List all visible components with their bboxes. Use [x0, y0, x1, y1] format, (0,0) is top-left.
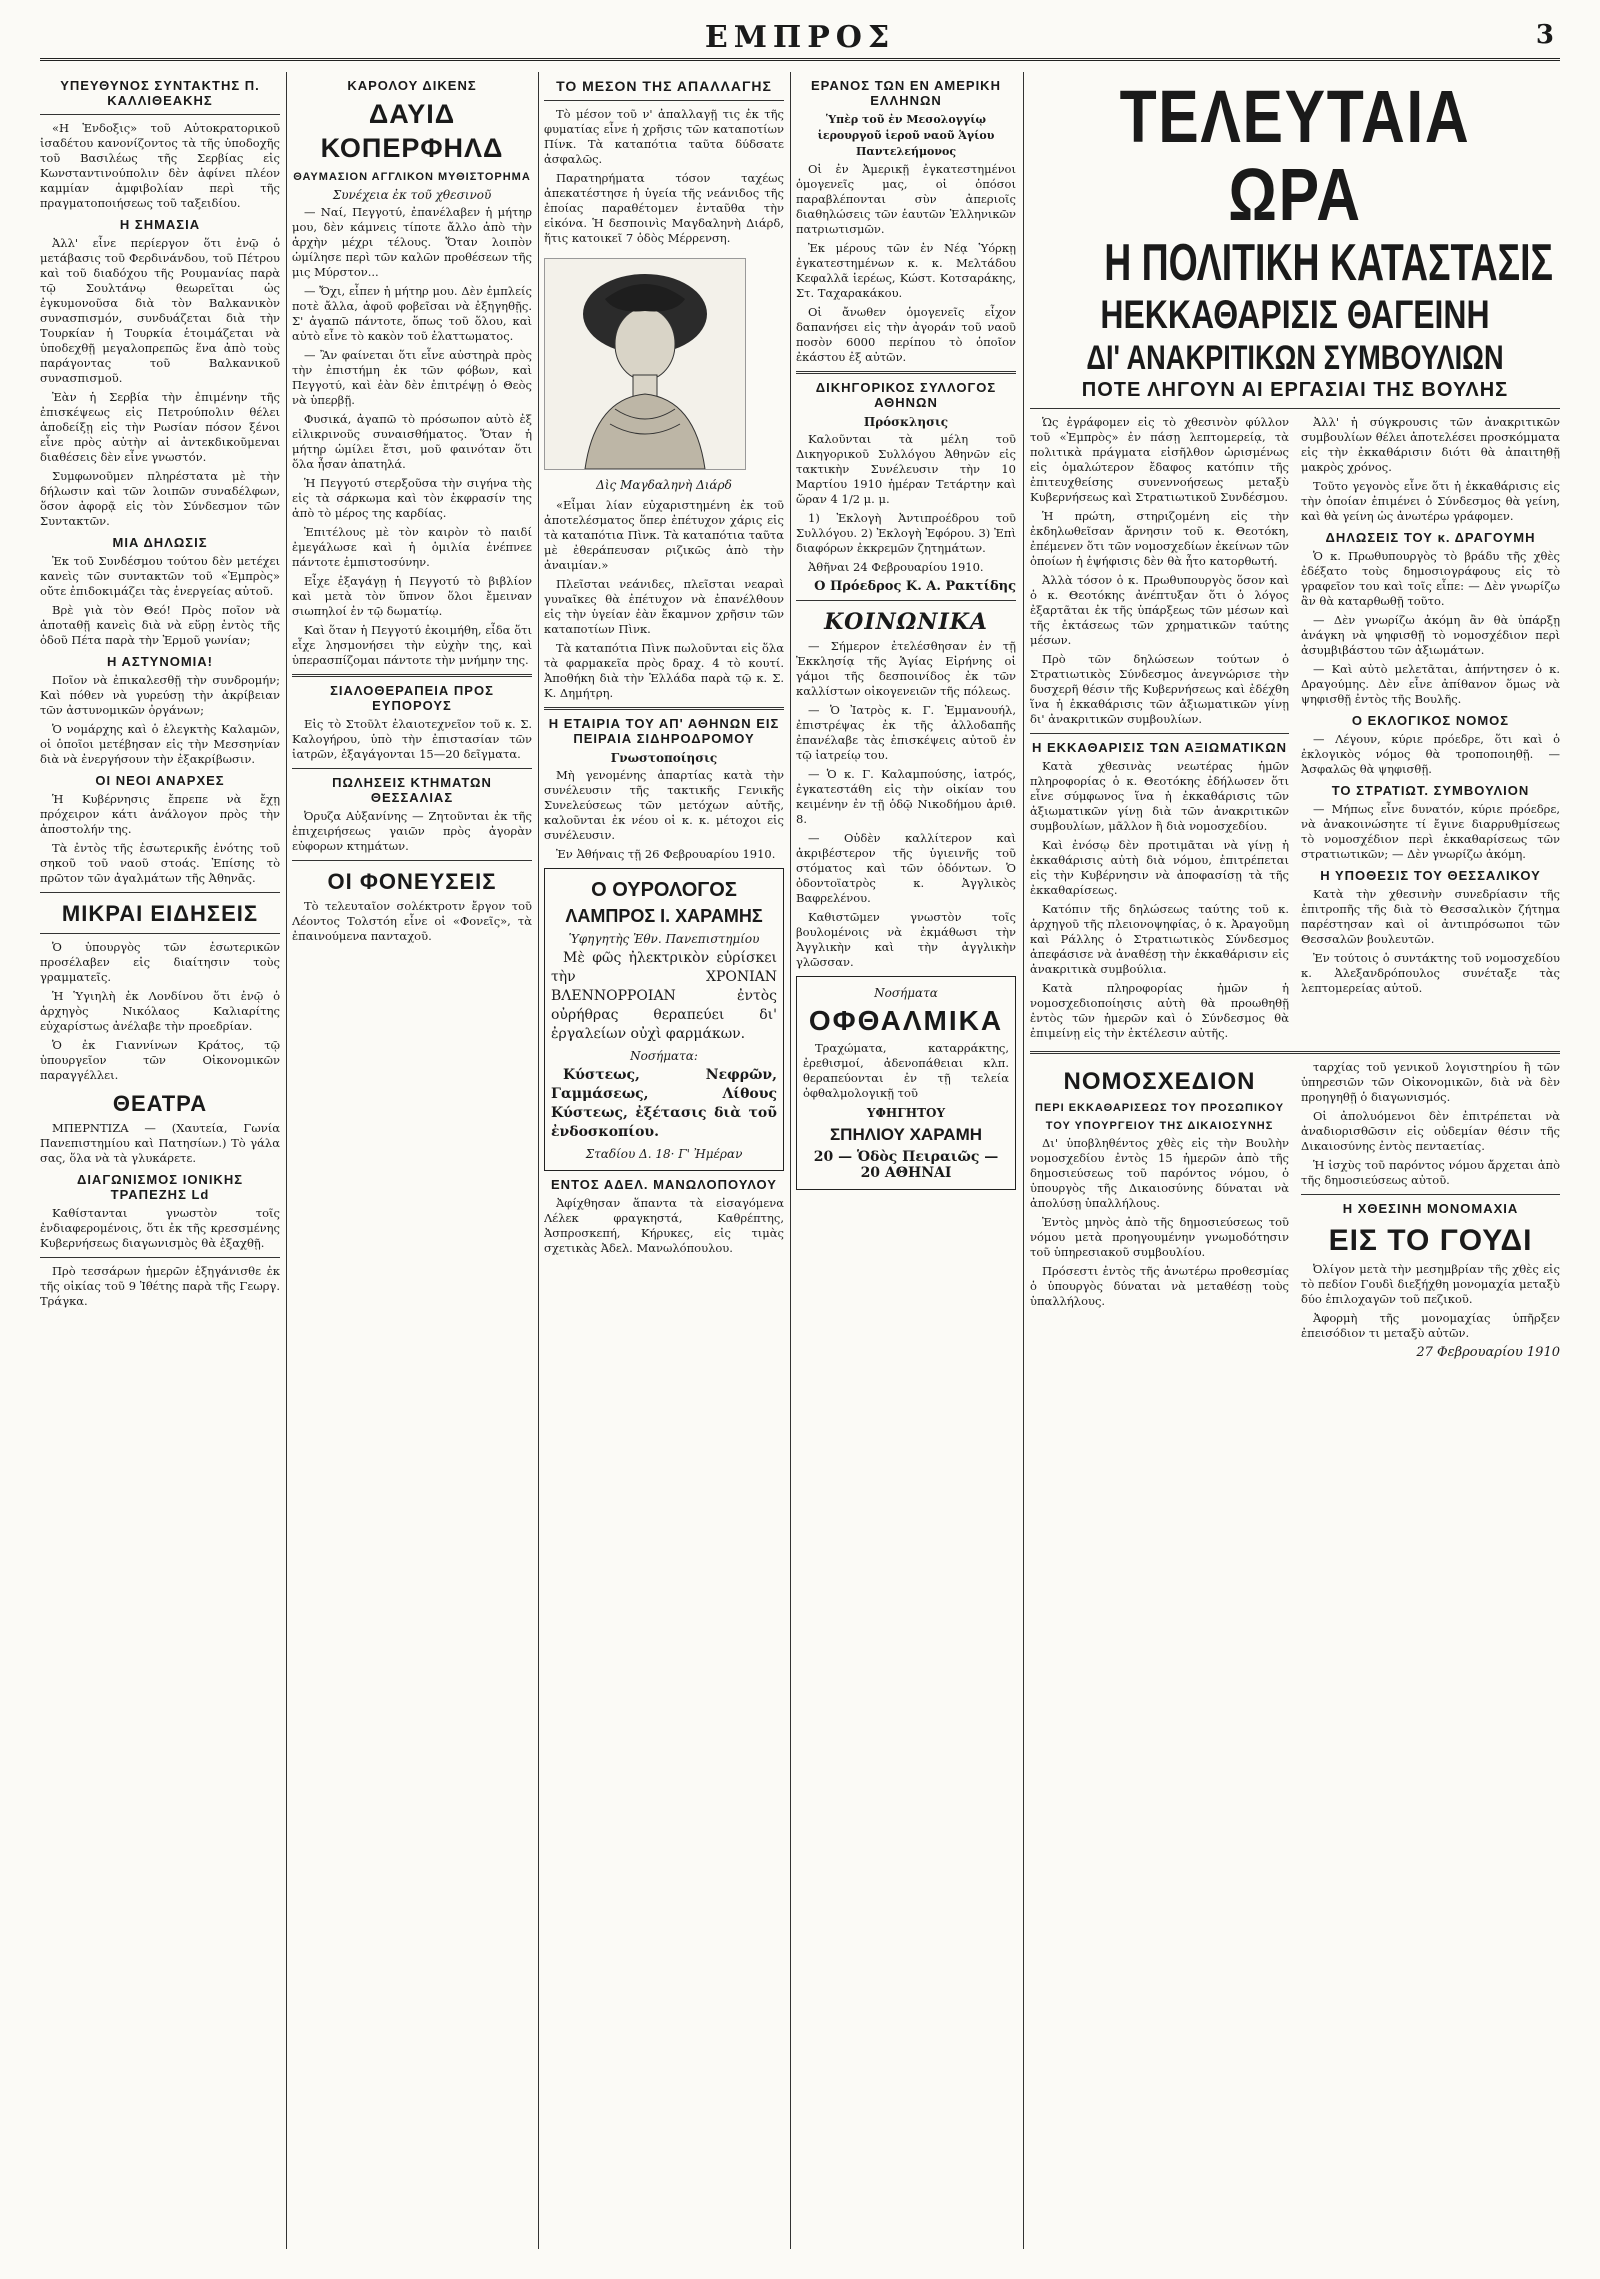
article-paragraph: Ἐκ μέρους τῶν ἐν Νέᾳ Ὑόρκῃ ἐγκατεστημένων κ. κ. Μελτάδου Κεφαλλᾶ ἱερέως, Κώστ. Κοτσαράκης, Στ. Ταχαρακάκου.	[796, 241, 1016, 300]
section-heading: ΚΟΙΝΩΝΙΚΑ	[824, 609, 988, 635]
article-paragraph: Ποῖον νὰ ἐπικαλεσθῇ τὴν συνδρομήν; Καὶ πόθεν νὰ γυρεύσῃ τὴν ἀκρίβειαν τῶν ἀστυνομικῶν ὀργάνων;	[40, 673, 280, 717]
article-paragraph: Κατὰ χθεσινὰς νεωτέρας ἡμῶν πληροφορίας ὁ κ. Θεοτόκης ἐδήλωσεν ὅτι εἶνε σύμφωνος ἵνα ἡ ἐκκαθάρισις τῶν ἀξιωματικῶν γίνῃ διὰ τῶν ἀνακριτικῶν συμβουλίων, μᾶλλον ἢ διὰ νομοσχεδίου.	[1030, 759, 1289, 833]
column-4	[796, 72, 1016, 2249]
article-paragraph: «Εἶμαι λίαν εὐχαριστημένη ἐκ τοῦ ἀποτελέσματος ὅπερ ἐπέτυχον χάρις εἰς τὰ καταπότια Πὶνκ. Τὰ καταπότια ταῦτα μὲ ἐθεράπευσαν ριζικῶς ἀπὸ τὴν ἀναιμίαν.»	[544, 498, 784, 572]
article-paragraph: ταρχίας τοῦ γενικοῦ λογιστηρίου ἢ τῶν ὑπηρεσιῶν τῶν Οἰκονομικῶν, διὰ νὰ δὲν προηγηθῇ ὁ διαγωνισμός.	[1301, 1060, 1560, 1104]
lead-deck: ΠΟΤΕ ΛΗΓΟΥΝ ΑΙ ΕΡΓΑΣΙΑΙ ΤΗΣ ΒΟΥΛΗΣ	[1081, 379, 1509, 401]
article-paragraph: Κατὰ τὴν χθεσινὴν συνεδρίασιν τῆς ἐπιτροπῆς τῆς διὰ τὸ Θεσσαλικὸν ζήτημα παρέστησαν καὶ οἱ ἀντιπρόσωποι τῶν Θεσσαλῶν βουλευτῶν.	[1301, 887, 1560, 946]
section-heading: ΝΟΜΟΣΧΕΔΙΟΝ	[1063, 1068, 1256, 1095]
social-item: — Οὐδὲν καλλίτερον καὶ ἀκριβέστερον τῆς ὑγιεινῆς τοῦ στόματος καὶ τῶν ὀδόντων. Ὁ ὀδοντοϊατρὸς κ. Ἀγγλικὸς Βαφρελένου.	[796, 831, 1016, 905]
article-paragraph: Ὡς ἐγράφομεν εἰς τὸ χθεσινὸν φύλλον τοῦ «Ἐμπρὸς» ἐν πάσῃ λεπτομερείᾳ, τὰ πολιτικὰ πράγματα εἰσῆλθον ὡρισμένως εἰς ὁμαλώτερον ἔδαφος κατόπιν τῆς ἐπιτευχθείσης συνεννοήσεως μεταξὺ Κυβερνήσεως καὶ Στρατιωτικοῦ Συνδέσμου.	[1030, 415, 1289, 504]
column-divider	[538, 72, 539, 2249]
notice-date: Ἀθῆναι 24 Φεβρουαρίου 1910.	[808, 560, 984, 574]
social-item: — Σήμερον ἐτελέσθησαν ἐν τῇ Ἐκκλησίᾳ τῆς Ἁγίας Εἰρήνης οἱ γάμοι τῆς δεσποινίδος ἐκ τῶν καλλίστων οἰκογενειῶν τῆς πόλεως.	[796, 639, 1016, 698]
ad-subtitle: ΥΦΗΓΗΤΟΥ	[866, 1106, 946, 1120]
article-paragraph: Ὁ νομάρχης καὶ ὁ ἐλεγκτὴς Καλαμῶν, οἱ ὁποῖοι μετέβησαν εἰς τὴν Μεσσηνίαν διὰ νὰ ἐνεργήσουν τὴν ἐξακρίβωσιν.	[40, 722, 280, 766]
divider	[292, 768, 532, 769]
bill-section	[1030, 1060, 1560, 1366]
lead-body	[1030, 415, 1560, 1045]
article-paragraph: Τὰ καταπότια Πὶνκ πωλοῦνται εἰς ὅλα τὰ φαρμακεῖα πρὸς δραχ. 4 τὸ κουτί. Ἀποθήκη διὰ τὴν Ἑλλάδα παρὰ τῷ κ. Σ. Κ. Δημήτρη.	[544, 641, 784, 700]
divider	[1301, 1194, 1560, 1195]
article-paragraph: — Δὲν γνωρίζω ἀκόμη ἂν θὰ ὑπάρξῃ ἀνάγκη νὰ ψηφισθῇ τὸ νομοσχέδιον περὶ ἀσυμβιβάστου τῶν ἀξιωμάτων.	[1301, 613, 1560, 657]
section-subtitle: ΤΟΥ ΥΠΟΥΡΓΕΙΟΥ ΤΗΣ ΔΙΚΑΙΟΣΥΝΗΣ	[1045, 1120, 1274, 1132]
article-paragraph: — Ἂν φαίνεται ὅτι εἶνε αὐστηρὰ πρὸς τὴν ἐπιστήμη ἐκ τῶν φόβων, καὶ Πεγγοτύ, καὶ ἐὰν δὲν ἐπιτρέψῃ ὁ Θεὸς νὰ ὑπερβῇ.	[292, 348, 532, 407]
article-paragraph: Ἀφορμὴ τῆς μονομαχίας ὑπῆρξεν ἐπεισόδιον τι μεταξὺ αὐτῶν.	[1301, 1311, 1560, 1340]
section-heading: ΘΕΑΤΡΑ	[112, 1091, 208, 1116]
article-paragraph: Εἶχε ἐξαγάγῃ ἡ Πεγγοτύ τὸ βιβλίον καὶ μετὰ τὸν ὕπνον ὅλοι ἔμειναν σιωπηλοί ἐν τῷ δωματίῳ.	[292, 574, 532, 618]
article-paragraph: Οἱ ἐν Ἀμερικῇ ἐγκατεστημένοι ὁμογενεῖς μας, οἱ ὁπόσοι παραβλέπονται σὺν ἀπεριοῖς διαθηλώσεις τῶν ἑαυτῶν Ἑλληνικῶν πατριωτισμῶν.	[796, 162, 1016, 236]
section-label: ΔΙΑΓΩΝΙΣΜΟΣ ΙΟΝΙΚΗΣ ΤΡΑΠΕΖΗΣ Ld	[76, 1172, 244, 1202]
article-paragraph: Τὸ μέσον τοῦ ν' ἀπαλλαγῇ τις ἐκ τῆς φυματίας εἶνε ἡ χρῆσις τῶν καταποτίων Πίνκ. Τὰ καταπότια ταῦτα δύδσατε ἀσφαλῶς.	[544, 107, 784, 166]
section-label: Η ΑΣΤΥΝΟΜΙΑ!	[107, 654, 213, 669]
page-number: 3	[1535, 20, 1554, 50]
article-paragraph: Οἱ ἀπολυόμενοι δὲν ἐπιτρέπεται νὰ ἀναδιορισθῶσιν εἰς οὐδεμίαν θέσιν τῆς Δικαιοσύνης ἐντὸς πενταετίας.	[1301, 1109, 1560, 1153]
ad-text: Τραχώματα, καταρράκτης, ἐρεθισμοί, ἀδενοπάθειαι κλπ. θεραπεύονται ἐν τῇ τελεία ὀφθαλμολογικῇ τοῦ	[803, 1041, 1009, 1100]
social-item: — Ὁ κ. Γ. Καλαμπούσης, ἰατρός, ἐγκατεστάθη εἰς τὴν οἰκίαν του κειμένην ἐν τῇ ὁδῷ Νικοδήμου ἀριθ. 8.	[796, 767, 1016, 826]
divider	[40, 1257, 280, 1258]
section-kicker: Η ΧΘΕΣΙΝΗ ΜΟΝΟΜΑΧΙΑ	[1342, 1201, 1519, 1216]
article-paragraph: Οἱ ἄνωθεν ὁμογενεῖς εἶχον δαπανήσει εἰς τὴν ἀγοράν τοῦ ναοῦ ποσὸν 6000 περίπου τὸ ὁποῖον ἐκάστου ἐξ αὐτῶν.	[796, 305, 1016, 364]
article-paragraph: — Λέγουν, κύριε πρόεδρε, ὅτι καὶ ὁ ἐκλογικὸς νόμος θὰ τροποποιηθῇ. — Ἀσφαλῶς θὰ ψηφισθῇ.	[1301, 732, 1560, 776]
section-heading: Η ΥΠΟΘΕΣΙΣ ΤΟΥ ΘΕΣΣΑΛΙΚΟΥ	[1320, 868, 1541, 883]
article-paragraph: Πρὸ τεσσάρων ἡμερῶν ἐξηγάνισθε ἐκ τῆς οἰκίας τοῦ 9 Ἰθέτης παρὰ τῆς Γεωργ. Τράγκα.	[40, 1264, 280, 1308]
social-item: — Ὁ Ἰατρὸς κ. Γ. Ἐμμανουήλ, ἐπιστρέψας ἐκ τῆς ἀλλοδαπῆς ἐπανέλαβε τὰς ἐπισκέψεις αὐτοῦ ἐν τῷ ἰατρείῳ του.	[796, 703, 1016, 762]
section-heading: ΜΙΚΡΑΙ ΕΙΔΗΣΕΙΣ	[61, 901, 259, 926]
news-item: Ὁ ἐκ Γιαννίνων Κράτος, τῷ ὑπουργεῖον τῶν Οἰκονομικῶν παραγγέλλει.	[40, 1038, 280, 1082]
section-label: Η ΣΗΜΑΣΙΑ	[119, 217, 201, 232]
section-label: ΟΙ ΝΕΟΙ ΑΝΑΡΧΕΣ	[95, 773, 225, 788]
news-item: Ἡ Ὑγιηλὴ ἐκ Λονδίνου ὅτι ἐνῷ ὁ ἀρχηγὸς Νικόλαος Καλιαρίτης εὐχαρίστως ἀνέλαβε τὴν προεδρίαν.	[40, 989, 280, 1033]
article-paragraph: Ἡ Κυβέρνησις ἔπρεπε νὰ ἔχῃ πρόχειρον κάτι ἀνάλογον πρὸς τὴν ἀποστολήν της.	[40, 792, 280, 836]
divider	[40, 933, 280, 934]
column-2	[292, 72, 532, 2249]
ophthalmic-advertisement	[796, 976, 1016, 1190]
social-item: Καθιστῶμεν γνωστὸν τοῖς βουλομένοις νὰ ἐκμάθωσι τὴν Ἀγγλικὴν καὶ τὴν ἀγγλικὴν γλῶσσαν.	[796, 910, 1016, 969]
article-paragraph: Ἡ Πεγγοτύ στερξοῦσα τὴν σιγήνα τὴς εἰς τὰ σάρκωμα καὶ τὸν ἐκφρασίν της ἀπὸ τὸ μέρος της καρδίας.	[292, 476, 532, 520]
column-3	[544, 72, 784, 2249]
article-paragraph: Καλοῦνται τὰ μέλη τοῦ Δικηγορικοῦ Συλλόγου Ἀθηνῶν εἰς τακτικὴν Συνέλευσιν τὴν 10 Μαρτίου 1910 ἡμέραν Τετάρτην καὶ ὥραν 4 1/2 μ. μ.	[796, 432, 1016, 506]
ad-name: ΣΠΗΛΙΟΥ ΧΑΡΑΜΗ	[829, 1125, 983, 1144]
article-paragraph: Συμφωνοῦμεν πληρέστατα μὲ τὴν δήλωσιν καὶ τῶν λοιπῶν συναδέλφων, ὅσον ἀφορᾷ εἰς τὸν Σύνδεσμον τῶν Συντακτῶν.	[40, 469, 280, 528]
article-paragraph: Φυσικά, ἀγαπῶ τὸ πρόσωπον αὐτὸ ἐξ εἰλικρινοῦς συναισθήματος. Ὅταν ἡ μήτηρ ὡμίλει ἔτσι, μοῦ φαινόταν ὅτι ὅλα ἦσαν ἀπατηλά.	[292, 412, 532, 471]
article-paragraph: Ἡ πρώτη, στηριζομένη εἰς τὴν ἐκδηλωθεῖσαν ἄρνησιν τοῦ κ. Θεοτόκη, ἐπέμενεν ὅτι τῶν νομοσχεδίων ἐκείνων τῶν ὁποίων ἡ ἐψήφισις δὲν θὰ ἦτο κατορθωτή.	[1030, 509, 1289, 568]
divider	[292, 860, 532, 861]
serial-title: ΔΑΥΙΔ ΚΟΠΕΡΦΗΛΔ	[320, 99, 504, 163]
date-stamp: 27 Φεβρουαρίου 1910	[1416, 1345, 1560, 1360]
notice-date: Ἐν Ἀθήναις τῇ 26 Φεβρουαρίου 1910.	[556, 847, 776, 861]
ad-label: Νοσήματα:	[630, 1049, 698, 1063]
article-paragraph: Ἐν τούτοις ὁ συντάκτης τοῦ νομοσχεδίου κ. Ἀλεξανδρόπουλος συνέταξε τὰς λεπτομερείας αὐτοῦ.	[1301, 951, 1560, 995]
section-heading: Η ΕΚΚΑΘΑΡΙΣΙΣ ΤΩΝ ΑΞΙΩΜΑΤΙΚΩΝ	[1031, 740, 1288, 755]
woman-portrait-engraving	[544, 258, 746, 470]
lead-subheadline: ΗΕΚΚΑΘΑΡΙΣΙΣ ΘΑΓΕΙΝΗ	[1100, 293, 1490, 337]
divider	[40, 114, 280, 115]
serial-author: ΚΑΡΟΛΟΥ ΔΙΚΕΝΣ	[347, 78, 477, 93]
section-heading: ΕΝΤΟΣ ΑΔΕΛ. ΜΑΝΩΛΟΠΟΥΛΟΥ	[551, 1177, 777, 1192]
divider	[1030, 408, 1560, 409]
bill-right-column	[1301, 1060, 1560, 1366]
column-divider	[286, 72, 287, 2249]
ad-kicker: Ο ΟΥΡΟΛΟΓΟΣ	[591, 879, 737, 901]
article-paragraph: Πλεῖσται νεάνιδες, πλεῖσται νεαραὶ γυναῖκες θὰ ἐπέτυχον νὰ ἐπανέλθουν εἰς τὴν ὑγείαν ἐὰν ἔκαμνον χρῆσιν τῶν καταποτίων Πὶνκ.	[544, 577, 784, 636]
section-heading: ΤΟ ΣΤΡΑΤΙΩΤ. ΣΥΜΒΟΥΛΙΟΝ	[1331, 783, 1530, 798]
article-paragraph: Πρόσεστι ἐντὸς τῆς ἀνωτέρω προθεσμίας ὁ ὑπουργὸς δύναται νὰ μεταθέσῃ τοὺς ὑπαλλήλους.	[1030, 1264, 1289, 1308]
section-subtitle: Ὑπὲρ τοῦ ἐν Μεσολογγίῳ ἱερουργοῦ ἱεροῦ ναοῦ Ἁγίου Παντελεήμονος	[817, 113, 995, 158]
article-paragraph: Ἀλλ' ἡ σύγκρουσις τῶν ἀνακριτικῶν συμβουλίων θέλει ἀποτελέσει προσκόμματα εἰς τὴν ἐκκαθάρισιν διότι θὰ ἀπαιτηθῇ μακρὸς χρόνος.	[1301, 415, 1560, 474]
article-paragraph: — Καὶ αὐτὸ μελετᾶται, ἀπήντησεν ὁ κ. Δραγούμης. Δὲν εἶνε ἀπίθανον ὅμως νὰ ψηφισθῇ ἐντὸς τῆς Βουλῆς.	[1301, 662, 1560, 706]
article-paragraph: Εἰς τὸ Στοῦλτ ἐλαιοτεχνεῖον τοῦ κ. Σ. Καλογήρου, ὑπὸ τὴν ἐπιστασίαν τῶν ἰατρῶν, ἐξαγάγονται 15—20 δεῖγματα.	[292, 717, 532, 761]
section-heading: ΔΙΚΗΓΟΡΙΚΟΣ ΣΥΛΛΟΓΟΣ ΑΘΗΝΩΝ	[815, 380, 997, 410]
article-paragraph: Ἀφίχθησαν ἅπαντα τὰ εἰσαγόμενα Λέλεκ φραγκηστά, Καθρέπτης, Ἀσπροσκεπή, Κήρυκες, εἰς τιμὰς σχετικὰς Ἀδελ. Μανωλόπουλου.	[544, 1196, 784, 1255]
newspaper-title: ΕΜΠΡΟΣ	[704, 20, 896, 55]
divider	[544, 100, 784, 101]
divider	[796, 371, 1016, 374]
article-paragraph: — Ὄχι, εἶπεν ἡ μήτηρ μου. Δὲν ἐμπλείς ποτὲ ἄλλα, ἀφοῦ φοβεῖσαι νὰ ἐξηγηθῇς. Σ' ἀγαπῶ πάντοτε, ὅπως τοῦ ὅλου, καὶ αὐτὸ εἶνε τὸ κακὸν τοῦ ἐλαττωματος.	[292, 284, 532, 343]
urologist-advertisement	[544, 868, 784, 1171]
article-paragraph: ΜΠΕΡΝΤΙΖΑ — (Χαυτεία, Γωνία Πανεπιστημίου καὶ Πατησίων.) Τὸ γάλα σας, ὅλα νὰ τὰ γλυκάρετε.	[40, 1121, 280, 1165]
article-paragraph: «Η Ἑνδοξις» τοῦ Αὐτοκρατορικοῦ ἰσαδέτου κανονίζοντος τὰ τῆς ὑποδοχῆς τοῦ Βασιλέως τῆς Σερβίας εἰς Κωνσταντινούπολιν δὲν ἀφίνει πλέον καμμίαν ἀμφιβολίαν περὶ τῆς πραγματοποιήσεως τοῦ ταξειδίου.	[40, 121, 280, 210]
editor-line: ΥΠΕΥΘΥΝΟΣ ΣΥΝΤΑΚΤΗΣ Π. ΚΑΛΛΙΘΕΑΚΗΣ	[60, 78, 260, 108]
article-paragraph: Ἡ ἰσχὺς τοῦ παρόντος νόμου ἄρχεται ἀπὸ τῆς δημοσιεύσεως αὐτοῦ.	[1301, 1158, 1560, 1187]
notice-subtitle: Γνωστοποίησις	[610, 751, 718, 765]
section-heading: ΠΩΛΗΣΕΙΣ ΚΤΗΜΑΤΩΝ ΘΕΣΣΑΛΙΑΣ	[332, 775, 492, 805]
divider	[796, 600, 1016, 601]
section-label: ΜΙΑ ΔΗΛΩΣΙΣ	[112, 535, 208, 550]
lead-left-column	[1030, 415, 1289, 1045]
article-paragraph: Μὴ γενομένης ἀπαρτίας κατὰ τὴν συνέλευσιν τῆς τακτικῆς Γενικῆς Συνελεύσεως τῶν μετόχων αὐτῆς, καλοῦνται ἐκ νέου οἱ κ. κ. μέτοχοι εἰς συνέλευσιν.	[544, 768, 784, 842]
notice-subtitle: Πρόσκλησις	[863, 415, 949, 429]
article-paragraph: Δι' ὑποβληθέντος χθὲς εἰς τὴν Βουλὴν νομοσχεδίου ἐντὸς 15 ἡμερῶν ἀπὸ τῆς δημοσιεύσεως τοῦ παρόντος νόμου, ὁ ὑπουργὸς τῆς Δικαιοσύνης δύναται νὰ ἀπολύσῃ ὑπαλλήλους.	[1030, 1136, 1289, 1210]
section-heading: ΕΡΑΝΟΣ ΤΩΝ ΕΝ ΑΜΕΡΙΚΗ ΕΛΛΗΝΩΝ	[811, 78, 1001, 108]
section-heading: ΣΙΑΛΟΘΕΡΑΠΕΙΑ ΠΡΟΣ ΕΥΠΟΡΟΥΣ	[330, 683, 494, 713]
article-paragraph: Τὰ ἐντὸς τῆς ἐσωτερικῆς ἐνότης τοῦ σηκοῦ τοῦ ναοῦ στοάς. Ἐπίσης τὸ πρῶτον τῶν ἀγαλμάτων τῆς Ἀθηνᾶς.	[40, 841, 280, 885]
column-1	[40, 72, 280, 2249]
column-divider	[1023, 72, 1024, 2249]
article-paragraph: Ἐπιτέλους μὲ τὸν καιρὸν τὸ παιδί ἐμεγάλωσε καὶ ἡ ὁμιλία ἐνέπνεε πάντοτε ἐμπιστοσύνην.	[292, 525, 532, 569]
ad-label: Νοσήματα	[874, 986, 938, 1000]
ad-subtitle: Ὑφηγητὴς Ἐθν. Πανεπιστημίου	[568, 932, 760, 946]
section-heading: Η ΕΤΑΙΡΙΑ ΤΟΥ ΑΠ' ΑΘΗΝΩΝ ΕΙΣ ΠΕΙΡΑΙΑ ΣΙΔΗΡΟΔΡΟΜΟΥ	[548, 716, 780, 746]
lead-headline: Η ΠΟΛΙΤΙΚΗ ΚΑΤΑΣΤΑΣΙΣ	[1104, 234, 1553, 292]
divider	[292, 674, 532, 677]
article-paragraph: Πρὸ τῶν δηλώσεων τούτων ὁ Στρατιωτικὸς Σύνδεσμος ἀνεγνώρισε τὴν δυσχερῆ θέσιν τῆς Κυβερνήσεως καὶ ἐδέχθη ἵνα ἡ ἐκκαθάρισις τῶν ἀξιωματικῶν γίνῃ δι' ἀνακριτικῶν συμβουλίων.	[1030, 652, 1289, 726]
agenda-items: 1) Ἐκλογὴ Ἀντιπροέδρου τοῦ Συλλόγου. 2) Ἐκλογὴ Ἐφόρου. 3) Ἐπὶ διαφόρων ἐκκρεμῶν ζητημάτων.	[796, 511, 1016, 555]
section-heading: ΤΟ ΜΕΣΟΝ ΤΗΣ ΑΠΑΛΛΑΓΗΣ	[556, 78, 772, 94]
ad-text: Μὲ φῶς ἠλεκτρικὸν εὑρίσκει τὴν ΧΡΟΝΙΑΝ ΒΛΕΝΝΟΡΡΟΙΑΝ ἐντὸς οὐρήθρας θεραπεύει δι' ἐργαλείων οὐχὶ φαρμάκων.	[551, 950, 777, 1042]
section-heading: ΟΙ ΦΟΝΕΥΣΕΙΣ	[327, 869, 497, 894]
divider	[1030, 1051, 1560, 1054]
article-paragraph: Καθίστανται γνωστὸν τοῖς ἐνδιαφερομένοις, ὅτι ἐκ τῆς κρεσσμένης Κυβερνήσεως διαγωνισμὸς θὰ ἐξαχθῇ.	[40, 1206, 280, 1250]
article-paragraph: Τοῦτο γεγονὸς εἶνε ὅτι ἡ ἐκκαθάρισις εἰς τὴν ὁποίαν ἐπιμένει ὁ Σύνδεσμος θὰ γείνη, καὶ θὰ γείνη ὡς ἀνωτέρω γράφομεν.	[1301, 479, 1560, 523]
ad-address: 20 — Ὁδὸς Πειραιῶς — 20 ΑΘΗΝΑΙ	[813, 1149, 999, 1181]
article-paragraph: Ὀρυζα Αὐξανίνης — Ζητοῦνται ἐκ τῆς ἐπιχειρήσεως γαιῶν πρὸς ἀγορὰν εὐφορων κτημάτων.	[292, 809, 532, 853]
lead-subheadline: ΔΙ' ΑΝΑΚΡΙΤΙΚΩΝ ΣΥΜΒΟΥΛΙΩΝ	[1086, 339, 1504, 377]
masthead	[40, 18, 1560, 61]
serial-continuation: Συνέχεια ἐκ τοῦ χθεσινοῦ	[332, 188, 492, 202]
bill-left-column	[1030, 1060, 1289, 1366]
article-paragraph: Κατὰ πληροφορίας ἡμῶν ἡ νομοσχεδιοποίησις αὐτὴ θὰ προωθηθῇ ἐντὸς τῶν ἡμερῶν καὶ ὁ Σύνδεσμος θὰ ἐπιμείνῃ εἰς τὴν ἐκτέλεσιν αὐτῆς.	[1030, 981, 1289, 1040]
notice-signature: Ο Πρόεδρος Κ. Α. Ρακτίδης	[814, 579, 1016, 594]
divider	[544, 707, 784, 710]
ad-text: Κύστεως, Νεφρῶν, Γαμμάσεως, Λίθους Κύστεως, ἐξέτασις διὰ τοῦ ἐνδοσκοπίου.	[551, 1067, 777, 1140]
article-paragraph: Καὶ ἐνόσῳ δὲν προτιμᾶται νὰ γίνῃ ἡ ἐκκαθάρισις αὐτὴ διὰ νόμου, ἐπιτρέπεται εἰς τὴν Κυβέρνησιν νὰ ἀποφασίσῃ τὰ τῆς ἐκκαθαρίσεως.	[1030, 838, 1289, 897]
serial-subtitle: ΘΑΥΜΑΣΙΟΝ ΑΓΓΛΙΚΟΝ ΜΥΘΙΣΤΟΡΗΜΑ	[293, 171, 531, 183]
section-heading: Ο ΕΚΛΟΓΙΚΟΣ ΝΟΜΟΣ	[1351, 713, 1510, 728]
section-heading: ΕΙΣ ΤΟ ΓΟΥΔΙ	[1328, 1224, 1533, 1257]
article-paragraph: Κατόπιν τῆς δηλώσεως ταύτης τοῦ κ. ἀρχηγοῦ τῆς πλειονοψηφίας, ὁ κ. Ἀραγοῦμη καὶ Ράλλης ὁ Στρατιωτικὸς Σύνδεσμος ἀπεφάσισε νὰ ἀναθέσῃ τὴν ἐκκαθάρισιν εἰς ἀνακριτικὰ συμβούλια.	[1030, 902, 1289, 976]
divider	[40, 892, 280, 893]
column-5-lead	[1030, 72, 1560, 2249]
column-divider	[790, 72, 791, 2249]
ad-address: Σταδίου Δ. 18· Γ' Ἠμέραν	[585, 1147, 743, 1161]
article-paragraph: Ὁ κ. Πρωθυπουργὸς τὸ βράδυ τῆς χθὲς ἐδέξατο τοὺς δημοσιογράφους εἰς τὸ γραφεῖον του καὶ τοῖς εἶπε: — Δὲν γνωρίζω ἂν θὰ καταρθωθῇ τοῦτο.	[1301, 549, 1560, 608]
lead-banner-title: ΤΕΛΕΥΤΑΙΑ ΩΡΑ	[1119, 75, 1471, 236]
section-heading: ΔΗΛΩΣΕΙΣ ΤΟΥ κ. ΔΡΑΓΟΥΜΗ	[1325, 530, 1536, 545]
article-paragraph: Ἐντὸς μηνὸς ἀπὸ τῆς δημοσιεύσεως τοῦ νόμου μετὰ προηγουμένην γνωμοδότησιν τοῦ ὑπηρεσιακοῦ συμβουλίου.	[1030, 1215, 1289, 1259]
article-paragraph: Ὀλίγον μετὰ τὴν μεσημβρίαν τῆς χθὲς εἰς τὸ πεδίον Γουδὶ διεξήχθη μονομαχία μεταξὺ δύο ἐπιλοχαγῶν τοῦ πεζικοῦ.	[1301, 1262, 1560, 1306]
article-paragraph: Ἐὰν ἡ Σερβία τὴν ἐπιμένην τῆς ἐπισκέψεως εἰς Πετρούπολιν θέλει ἀποδείξῃ εἰς τὴν Ρωσίαν πόσον ξένοι εἶνε πρὸς αὐτὴν αἱ ἀντεκδικοῦμεναι διαθέσεις δὲν εἶνε γνωστόν.	[40, 390, 280, 464]
article-paragraph: Ἐκ τοῦ Συνδέσμου τούτου δὲν μετέχει κανεὶς τῶν συντακτῶν τοῦ «Ἐμπρὸς» οὔτε ἐπιδοκιμάζει τὰς ἐνεργείας αὐτοῦ.	[40, 554, 280, 598]
lead-right-column	[1301, 415, 1560, 1045]
article-paragraph: Τὸ τελευταῖον σολέκτροτν ἔργον τοῦ Λέοντος Τολστόη εἶνε οἱ «Φονεῖς», τὰ ἐπαινούμενα πανταχοῦ.	[292, 899, 532, 943]
section-subtitle: ΠΕΡΙ ΕΚΚΑΘΑΡΙΣΕΩΣ ΤΟΥ ΠΡΟΣΩΠΙΚΟΥ	[1034, 1102, 1285, 1114]
article-paragraph: — Ναί, Πεγγοτύ, ἐπανέλαβεν ἡ μήτηρ μου, δὲν κάμνεις τίποτε ἄλλο ἀπὸ τὴν ἀρχὴν μέχρι τέλους. Ὅταν λοιπὸν ὡμίλησε περὶ τῶν καλῶν προθέσεων τῆς μις Μύρστον...	[292, 205, 532, 279]
divider	[1030, 733, 1289, 734]
article-paragraph: Ἀλλ' εἶνε περίεργον ὅτι ἐνῷ ὁ μετάβασις τοῦ Φερδινάνδου, τοῦ Πέτρου καὶ τοῦ διαδόχου τῆς Ρουμανίας παρὰ τῷ Σουλτάνῳ θεωρεῖται ὡς ἐγκυμονοῦσα διὰ τὸν Βαλκανικὸν συνασπισμόν, συνδυάζεται διὰ τὴν Τουρκίαν ἡ Τουρκία ἑτοιμάζεται νὰ ὑποδεχθῇ μεγαλοπρεπῶς ἕνα ἀπὸ τοὺς παράγοντας τοῦ Βαλκανικοῦ συνασπισμοῦ.	[40, 236, 280, 385]
news-item: Ὁ ὑπουργὸς τῶν ἐσωτερικῶν προσέλαβεν εἰς διαίτησιν τοὺς γραμματεῖς.	[40, 940, 280, 984]
article-paragraph: Ἀλλὰ τόσον ὁ κ. Πρωθυπουργὸς ὅσον καὶ ὁ κ. Θεοτόκης ἀνέπτυξαν ὅτι ὁ λόγος ἐξαρτᾶται ἐκ τῆς ὑπάρξεως τῶν μέσων καὶ τῆς ἐκτάσεως τῶν χρηματικῶν ταύτης μέσων.	[1030, 573, 1289, 647]
ad-name: ΛΑΜΠΡΟΣ Ι. ΧΑΡΑΜΗΣ	[565, 906, 763, 926]
article-paragraph: Παρατηρήματα τόσον ταχέως ἀπεκατέστησε ἡ ὑγεία τῆς νεάνιδος τῆς ἐποίας παραθέτομεν ἐνταῦθα τὴν εἰκόνα. Ἡ δεσποινὶς Μαγδαληνὴ Διάρδ, ἥτις κατοικεῖ 7 ὁδὸς Μέρρενση.	[544, 171, 784, 245]
article-paragraph: Βρὲ γιὰ τὸν Θεό! Πρὸς ποῖον νὰ ἀποταθῇ κανεὶς διὰ νὰ εὕρῃ ἐντὸς τῆς ὁδοῦ Πέτα παρὰ τὴν Ἑρμοῦ γωνίαν;	[40, 603, 280, 647]
ad-title: ΟΦΘΑΛΜΙΚΑ	[808, 1005, 1004, 1036]
portrait-caption: Δὶς Μαγδαληνὴ Διάρδ	[596, 478, 732, 492]
article-paragraph: Καὶ ὅταν ἡ Πεγγοτύ ἐκοιμήθη, εἶδα ὅτι εἶχε λησμονήσει τὴν εὐχὴν της, καὶ ὑπερασπίζομαι πάντοτε τὴν μνήμην της.	[292, 623, 532, 667]
article-paragraph: — Μήπως εἶνε δυνατόν, κύριε πρόεδρε, νὰ ἀνακοινώσητε τί ἔγινε διαρρυθμίσεως τὸ νομοσχέδιον περὶ ἐκκαθαρίσεως τῶν στρατιωτικῶν; — Δὲν γνωρίζω ἀκόμη.	[1301, 802, 1560, 861]
